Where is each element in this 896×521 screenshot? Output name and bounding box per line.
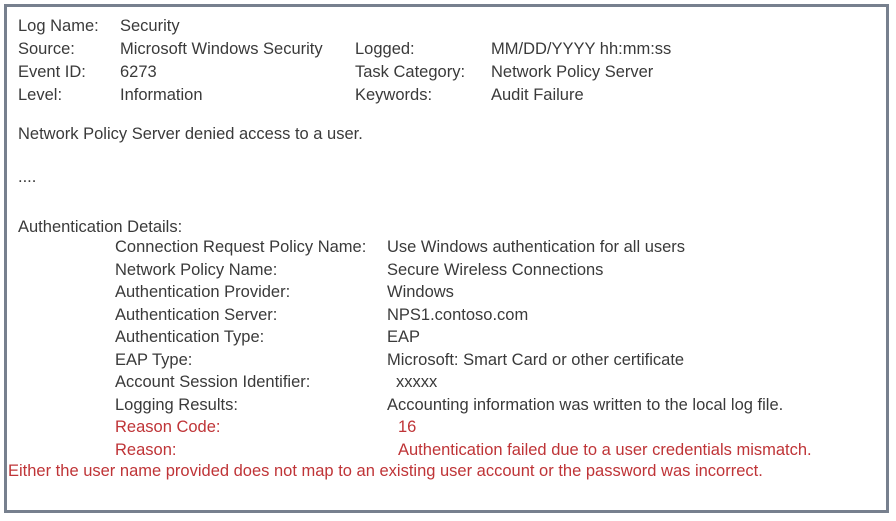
detail-row-logging-results bbox=[7, 394, 886, 416]
detail-label: EAP Type: bbox=[115, 350, 193, 369]
event-id-label: Event ID: bbox=[18, 63, 86, 81]
detail-value: 16 bbox=[398, 418, 417, 436]
header-row-level bbox=[7, 84, 886, 106]
detail-row-connection-request-policy bbox=[7, 236, 886, 258]
detail-label: Connection Request Policy Name: bbox=[115, 238, 367, 256]
level-value: Information bbox=[120, 86, 203, 104]
ellipsis-text: .... bbox=[18, 168, 37, 186]
error-note: Either the user name provided does not map to an existing user account or the password was incorrect. bbox=[8, 462, 763, 480]
event-description: Network Policy Server denied access to a user. bbox=[18, 125, 363, 143]
source-label: Source: bbox=[18, 40, 75, 58]
source-value: Microsoft Windows Security bbox=[120, 40, 323, 58]
header-row-source bbox=[7, 38, 886, 60]
detail-label: Authentication Type: bbox=[115, 328, 265, 346]
event-id-value: 6273 bbox=[120, 63, 157, 81]
detail-value: NPS1.contoso.com bbox=[387, 305, 529, 324]
task-category-value: Network Policy Server bbox=[491, 63, 654, 81]
detail-row-authentication-server bbox=[7, 304, 886, 326]
detail-label: Logging Results: bbox=[115, 395, 238, 414]
task-category-label: Task Category: bbox=[355, 63, 466, 81]
detail-label: Account Session Identifier: bbox=[115, 373, 311, 391]
detail-row-authentication-type bbox=[7, 326, 886, 348]
detail-row-eap-type bbox=[7, 349, 886, 371]
level-label: Level: bbox=[18, 86, 63, 104]
detail-label: Authentication Provider: bbox=[115, 283, 291, 301]
detail-row-account-session-identifier bbox=[7, 371, 886, 393]
keywords-value: Audit Failure bbox=[491, 86, 584, 104]
detail-row-reason bbox=[7, 439, 886, 461]
log-name-value: Security bbox=[120, 17, 180, 35]
event-description-line bbox=[7, 123, 886, 145]
detail-label: Reason: bbox=[115, 440, 177, 459]
detail-value: Secure Wireless Connections bbox=[387, 260, 604, 279]
detail-row-authentication-provider bbox=[7, 281, 886, 303]
detail-value: EAP bbox=[387, 328, 421, 346]
detail-label: Network Policy Name: bbox=[115, 260, 278, 279]
detail-row-network-policy-name bbox=[7, 259, 886, 281]
detail-label: Reason Code: bbox=[115, 418, 221, 436]
detail-row-reason-code bbox=[7, 416, 886, 438]
detail-value: Use Windows authentication for all users bbox=[387, 238, 686, 256]
header-row-event-id bbox=[7, 61, 886, 83]
keywords-label: Keywords: bbox=[355, 86, 433, 104]
detail-value: Authentication failed due to a user credentials mismatch. bbox=[398, 440, 812, 459]
detail-value: Accounting information was written to the local log file. bbox=[387, 395, 784, 414]
detail-value: Windows bbox=[387, 283, 454, 301]
detail-value: Microsoft: Smart Card or other certificate bbox=[387, 350, 685, 369]
error-note-line bbox=[7, 460, 886, 482]
authentication-details-heading: Authentication Details: bbox=[18, 218, 183, 236]
authentication-details-heading-line bbox=[7, 216, 886, 238]
header-row-log-name bbox=[7, 15, 886, 37]
ellipsis-line bbox=[7, 166, 886, 188]
logged-value: MM/DD/YYYY hh:mm:ss bbox=[491, 40, 672, 58]
log-name-label: Log Name: bbox=[18, 17, 99, 35]
detail-label: Authentication Server: bbox=[115, 305, 278, 324]
detail-value: xxxxx bbox=[396, 373, 438, 391]
logged-label: Logged: bbox=[355, 40, 415, 58]
event-detail-frame bbox=[4, 4, 889, 513]
